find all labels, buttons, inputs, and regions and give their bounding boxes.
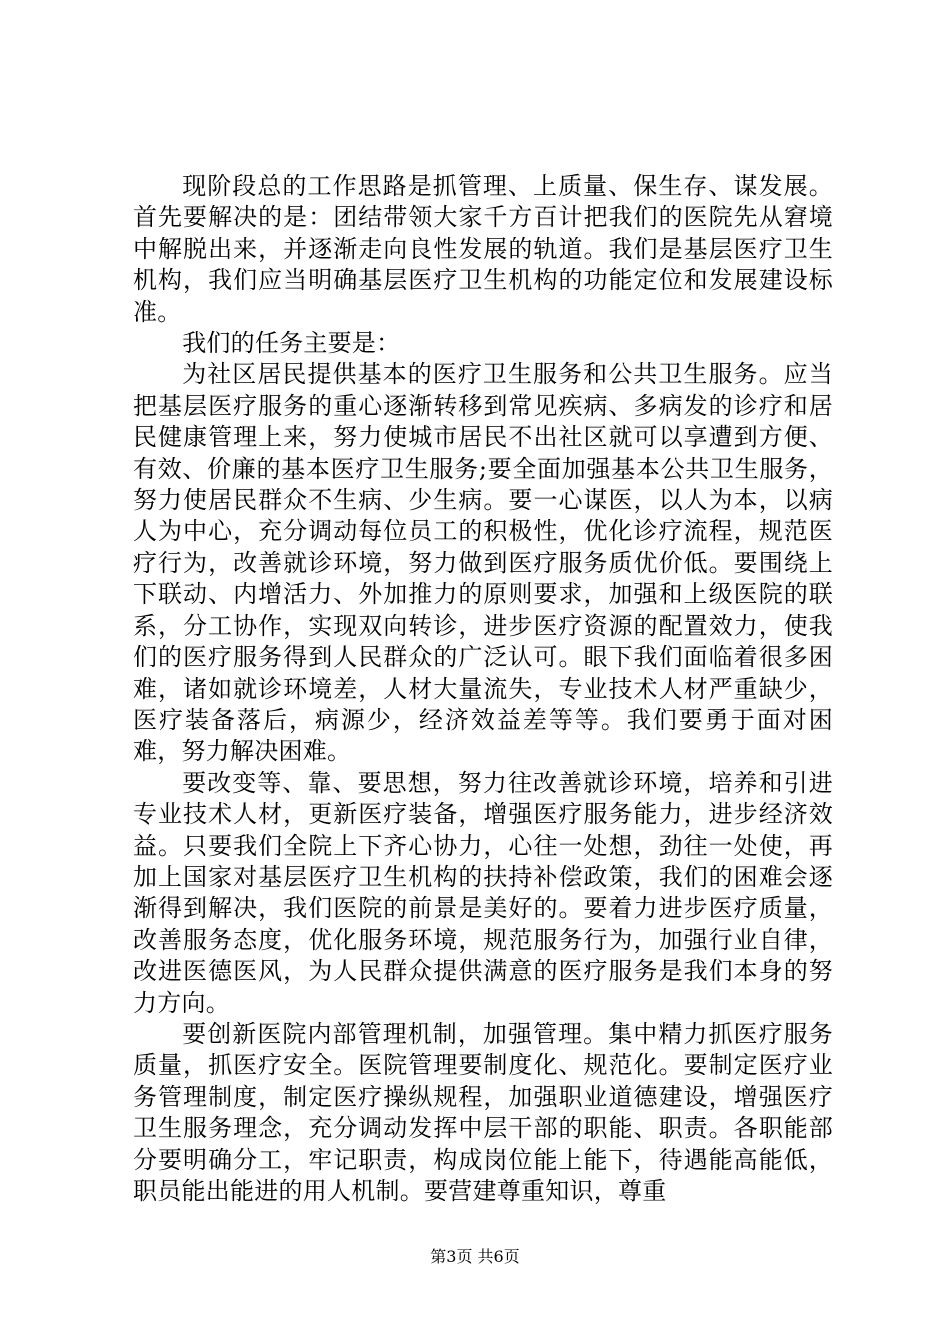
document-body: [133, 171, 833, 1207]
paragraph-change-mindset: 要改变等、靠、要思想，努力往改善就诊环境，培养和引进专业技术人材，更新医疗装备，增强医疗服务能力，进步经济效益。只要我们全院上下齐心协力，心往一处想，劲往一处使，再加上国家对基层医疗卫生机构的扶持补偿政策，我们的困难会逐渐得到解决，我们医院的前景是美好的。要着力进步医疗质量，改善服务态度，优化服务环境，规范服务行为，加强行业自律，改进医德医风，为人民群众提供满意的医疗服务是我们本身的努力方向。: [133, 768, 833, 1017]
paragraph-management-mechanism: 要创新医院内部管理机制，加强管理。集中精力抓医疗服务质量，抓医疗安全。医院管理要制度化、规范化。要制定医疗业务管理制度，制定医疗操纵规程，加强职业道德建设，增强医疗卫生服务理念，充分调动发挥中层干部的职能、职责。各职能部分要明确分工，牢记职责，构成岗位能上能下，待遇能高能低，职员能出能进的用人机制。要营建尊重知识，尊重: [133, 1019, 833, 1205]
paragraph-work-approach: 现阶段总的工作思路是抓管理、上质量、保生存、谋发展。首先要解决的是：团结带领大家千方百计把我们的医院先从窘境中解脱出来，并逐渐走向良性发展的轨道。我们是基层医疗卫生机构，我们应当明确基层医疗卫生机构的功能定位和发展建设标准。: [133, 172, 833, 326]
page-footer: 第3页 共6页: [430, 1247, 520, 1266]
paragraph-tasks-heading: 我们的任务主要是：: [182, 329, 401, 358]
paragraph-community-services: 为社区居民提供基本的医疗卫生服务和公共卫生服务。应当把基层医疗服务的重心逐渐转移到常见疾病、多病发的诊疗和居民健康管理上来，努力使城市居民不出社区就可以享遭到方便、有效、价廉的基本医疗卫生服务;要全面加强基本公共卫生服务，努力使居民群众不生病、少生病。要一心谋医，以人为本，以病人为中心，充分调动每位员工的积极性，优化诊疗流程，规范医疗行为，改善就诊环境，努力做到医疗服务质优价低。要围绕上下联动、内增活力、外加推力的原则要求，加强和上级医院的联系，分工协作，实现双向转诊，进步医疗资源的配置效力，使我们的医疗服务得到人民群众的广泛认可。眼下我们面临着很多困难，诸如就诊环境差，人材大量流失，专业技术人材严重缺少，医疗装备落后，病源少，经济效益差等等。我们要勇于面对困难，努力解决困难。: [133, 360, 833, 766]
